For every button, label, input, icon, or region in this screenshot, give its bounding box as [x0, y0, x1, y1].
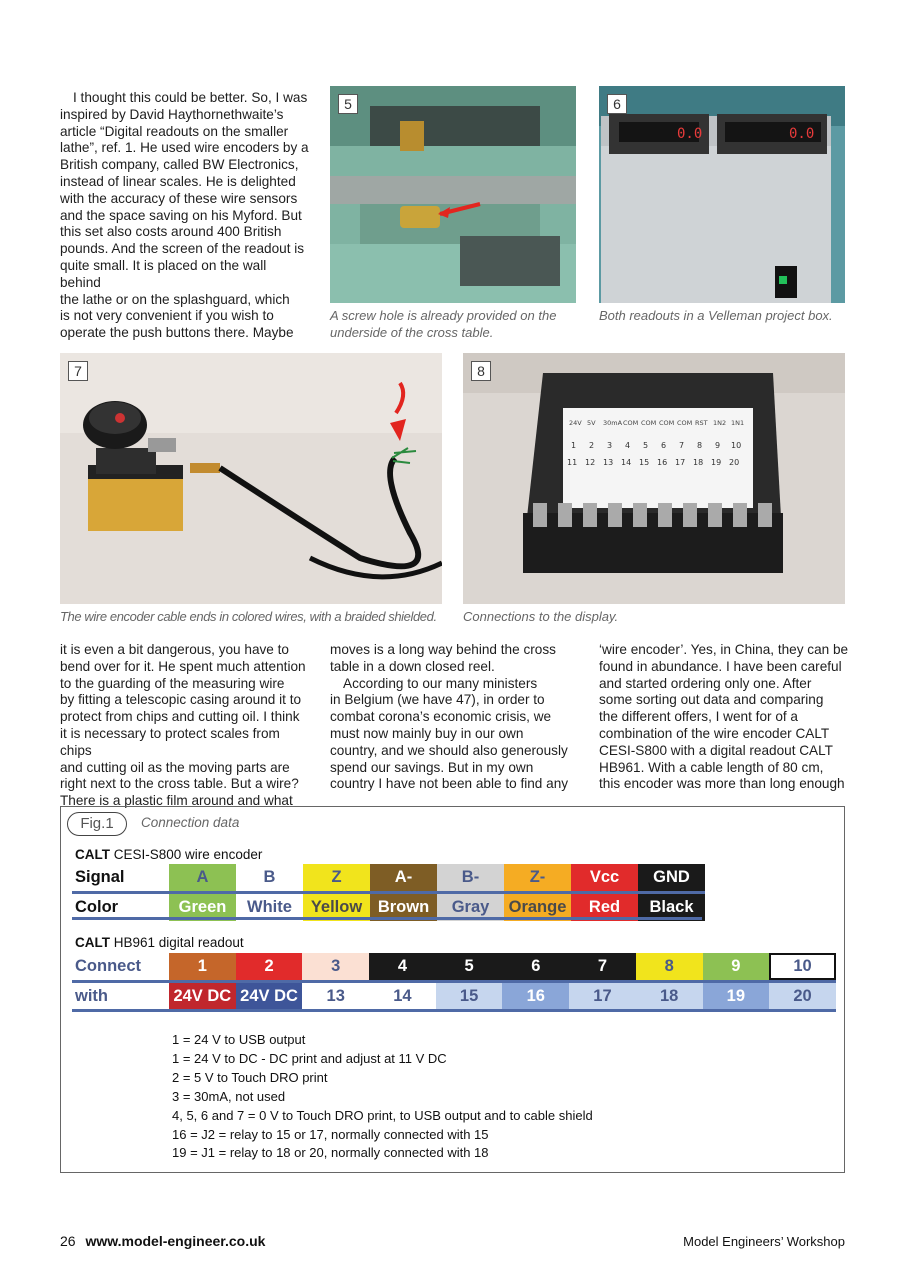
body-line: it is necessary to protect scales from chips — [60, 725, 280, 758]
terminal-number: 15 — [639, 458, 650, 467]
terminal-number: 3 — [607, 441, 613, 450]
intro-line: inspired by David Haythornethwaite’s — [60, 106, 284, 122]
color-cell: Yellow — [303, 894, 370, 921]
connect-cell: 5 — [436, 953, 503, 980]
with-cell: 14 — [369, 983, 436, 1010]
body-line: moves is a long way behind the cross — [330, 642, 556, 657]
signal-header: Signal — [75, 868, 125, 886]
intro-line: this set also costs around 400 British — [60, 224, 282, 240]
figure-number: 6 — [607, 94, 627, 114]
note-line: 3 = 30mA, not used — [172, 1088, 286, 1104]
terminal-number: 12 — [585, 458, 596, 467]
body-line: combat corona’s economic crisis, we — [330, 709, 552, 725]
color-cell: Orange — [504, 894, 571, 921]
signal-table — [72, 864, 705, 921]
note-line: 2 = 5 V to Touch DRO print — [172, 1069, 328, 1085]
signal-cell: A — [169, 864, 236, 891]
signal-cell: Z- — [504, 864, 571, 891]
body-line: country, and we should also generously — [330, 742, 568, 758]
intro-line: instead of linear scales. He is delighted — [60, 173, 296, 189]
body-line: must now mainly buy in our own — [330, 725, 524, 741]
terminal-number: 7 — [679, 441, 685, 450]
photo-readout-box — [599, 86, 845, 303]
note-line: 19 = J1 = relay to 18 or 20, normally connected with 18 — [172, 1145, 489, 1161]
cross-table-illustration — [330, 86, 576, 303]
with-cell: 19 — [703, 983, 770, 1010]
readout-display-right: 0.0 — [789, 126, 815, 142]
figure-number: 8 — [471, 361, 491, 381]
connect-table-underline — [72, 1009, 836, 1012]
intro-line: lathe”, ref. 1. He used wire encoders by a — [60, 140, 309, 156]
signal-table-underline — [72, 917, 702, 920]
color-cell: Brown — [370, 894, 437, 921]
terminal-label-top: RST — [695, 419, 708, 427]
body-line: CESI-S800 with a digital readout CALT — [599, 742, 833, 758]
body-line: bend over for it. He spent much attention — [60, 658, 306, 674]
figure-label: Fig.1 — [67, 812, 127, 836]
photo-5-caption — [330, 308, 580, 341]
terminal-number: 10 — [731, 441, 742, 450]
terminal-label-top: COM — [623, 419, 639, 427]
body-line: protect from chips and cutting oil. I think — [60, 709, 300, 725]
figure-title: Connection data — [141, 815, 240, 830]
connect-cell: 2 — [236, 953, 303, 980]
readout-model: HB961 digital readout — [113, 935, 244, 950]
readout-display-left: 0.0 — [677, 126, 703, 142]
terminal-number: 4 — [625, 441, 631, 450]
signal-cell: A- — [370, 864, 437, 891]
photo-6-caption: Both readouts in a Velleman project box. — [599, 308, 833, 323]
terminal-number: 8 — [697, 441, 703, 450]
color-cell: Red — [571, 894, 638, 921]
terminal-label-top: COM — [659, 419, 675, 427]
with-header: with — [75, 987, 108, 1005]
body-line: There is a plastic film around and what — [60, 793, 293, 809]
with-cell: 20 — [769, 983, 836, 1010]
body-line: found in abundance. I have been careful — [599, 658, 842, 674]
caption-line: underside of the cross table. — [330, 324, 494, 340]
intro-line: article “Digital readouts on the smaller — [60, 123, 289, 139]
terminal-number: 2 — [589, 441, 595, 450]
body-line: country I have not been able to find any — [330, 776, 569, 792]
intro-paragraph — [60, 90, 310, 342]
with-cell: 24V DC — [169, 983, 236, 1010]
terminal-label-top: COM — [641, 419, 657, 427]
readout-brand: CALT — [75, 935, 110, 950]
terminal-number: 17 — [675, 458, 686, 467]
terminal-number: 20 — [729, 458, 740, 467]
terminal-label-top: 5V — [587, 419, 596, 427]
figure-number: 5 — [338, 94, 358, 114]
with-cell: 13 — [302, 983, 369, 1010]
terminal-label-top: 1N2 — [713, 419, 727, 427]
body-line: some sorting out data and comparing — [599, 692, 824, 708]
with-row — [72, 983, 836, 1010]
connect-table — [72, 953, 836, 1010]
with-cell: 15 — [436, 983, 503, 1010]
page-number: 26 — [60, 1233, 76, 1249]
body-line: to the guarding of the measuring wire — [60, 675, 285, 691]
terminal-number: 11 — [567, 458, 578, 467]
connect-cell: 7 — [569, 953, 636, 980]
encoder-subtitle — [75, 847, 262, 862]
terminal-number: 5 — [643, 441, 649, 450]
intro-line: I thought this could be better. So, I was — [73, 90, 308, 105]
readout-subtitle — [75, 935, 244, 950]
connection-notes — [172, 1031, 593, 1163]
terminal-number: 16 — [657, 458, 668, 467]
photo-display-connections — [463, 353, 845, 604]
intro-line: British company, called BW Electronics, — [60, 157, 299, 173]
signal-cell: GND — [638, 864, 705, 891]
signal-cell: B — [236, 864, 303, 891]
body-column-2 — [330, 642, 585, 793]
intro-line: pounds. And the screen of the readout is — [60, 241, 305, 257]
note-line: 1 = 24 V to USB output — [172, 1032, 306, 1047]
body-line: it is even a bit dangerous, you have to — [60, 642, 289, 657]
terminal-number: 14 — [621, 458, 632, 467]
photo-7-caption: The wire encoder cable ends in colored wires, with a braided shielded. — [60, 609, 437, 624]
readout-box-illustration — [599, 86, 845, 303]
signal-cell: Vcc — [571, 864, 638, 891]
terminal-number: 13 — [603, 458, 614, 467]
connect-header: Connect — [75, 957, 141, 975]
connect-row — [72, 953, 836, 980]
color-cell: Gray — [437, 894, 504, 921]
color-cell: White — [236, 894, 303, 921]
note-line: 16 = J2 = relay to 15 or 17, normally connected with 15 — [172, 1126, 489, 1142]
magazine-name: Model Engineers’ Workshop — [683, 1234, 845, 1249]
intro-line: operate the push buttons there. Maybe — [60, 325, 294, 341]
connection-data-figure — [60, 806, 845, 1173]
terminal-number: 18 — [693, 458, 704, 467]
body-line: and started ordering only one. After — [599, 675, 812, 691]
body-line: According to our many ministers — [343, 675, 538, 691]
terminal-label-top: COM — [677, 419, 693, 427]
body-column-3 — [599, 642, 849, 793]
wire-encoder-illustration — [60, 353, 442, 604]
connect-cell: 1 — [169, 953, 236, 980]
photo-cross-table — [330, 86, 576, 303]
terminal-label-top: 24V — [569, 419, 582, 427]
caption-line: A screw hole is already provided on the — [330, 308, 557, 323]
color-cell: Green — [169, 894, 236, 921]
color-header: Color — [75, 898, 119, 916]
terminal-number: 6 — [661, 441, 667, 450]
website-link[interactable]: www.model-engineer.co.uk — [85, 1233, 266, 1249]
encoder-brand: CALT — [75, 847, 110, 862]
connect-cell: 4 — [369, 953, 436, 980]
body-line: the different offers, I went for of a — [599, 709, 798, 725]
connect-cell: 10 — [769, 953, 836, 980]
signal-row — [72, 864, 705, 891]
body-line: by fitting a telescopic casing around it to — [60, 692, 302, 708]
connect-cell: 6 — [502, 953, 569, 980]
connect-cell: 8 — [636, 953, 703, 980]
display-connections-illustration — [463, 353, 845, 604]
connect-cell: 3 — [302, 953, 369, 980]
intro-line: the lathe or on the splashguard, which — [60, 291, 290, 307]
body-line: and cutting oil as the moving parts are — [60, 759, 290, 775]
note-line: 4, 5, 6 and 7 = 0 V to Touch DRO print, to USB output and to cable shield — [172, 1107, 593, 1123]
terminal-label-top: 1N1 — [731, 419, 745, 427]
with-cell: 24V DC — [236, 983, 303, 1010]
body-line: combination of the wire encoder CALT — [599, 725, 830, 741]
signal-cell: B- — [437, 864, 504, 891]
with-cell: 17 — [569, 983, 636, 1010]
body-line: HB961. With a cable length of 80 cm, — [599, 759, 824, 775]
terminal-number: 19 — [711, 458, 722, 467]
with-cell: 18 — [636, 983, 703, 1010]
terminal-label-top: 30mA — [603, 419, 623, 427]
figure-number: 7 — [68, 361, 88, 381]
terminal-number: 9 — [715, 441, 721, 450]
footer-left — [60, 1233, 265, 1249]
note-line: 1 = 24 V to DC - DC print and adjust at 11 V DC — [172, 1050, 447, 1066]
intro-line: is not very convenient if you wish to — [60, 308, 274, 324]
terminal-number: 1 — [571, 441, 577, 450]
photo-8-caption: Connections to the display. — [463, 609, 619, 624]
color-cell: Black — [638, 894, 705, 921]
body-line: this encoder was more than long enough — [599, 776, 845, 792]
intro-line: and the space saving on his Myford. But — [60, 207, 302, 223]
intro-line: with the accuracy of these wire sensors — [60, 190, 298, 206]
body-line: right next to the cross table. But a wire? — [60, 776, 299, 792]
body-line: spend our savings. But in my own — [330, 759, 534, 775]
encoder-model: CESI-S800 wire encoder — [113, 847, 263, 862]
body-line: table in a down closed reel. — [330, 658, 495, 674]
body-line: in Belgium (we have 47), in order to — [330, 692, 545, 708]
photo-wire-encoder — [60, 353, 442, 604]
with-cell: 16 — [502, 983, 569, 1010]
intro-line: quite small. It is placed on the wall behind — [60, 257, 267, 290]
body-line: ‘wire encoder’. Yes, in China, they can be — [599, 642, 849, 657]
signal-cell: Z — [303, 864, 370, 891]
connect-cell: 9 — [703, 953, 770, 980]
body-column-1 — [60, 642, 315, 810]
